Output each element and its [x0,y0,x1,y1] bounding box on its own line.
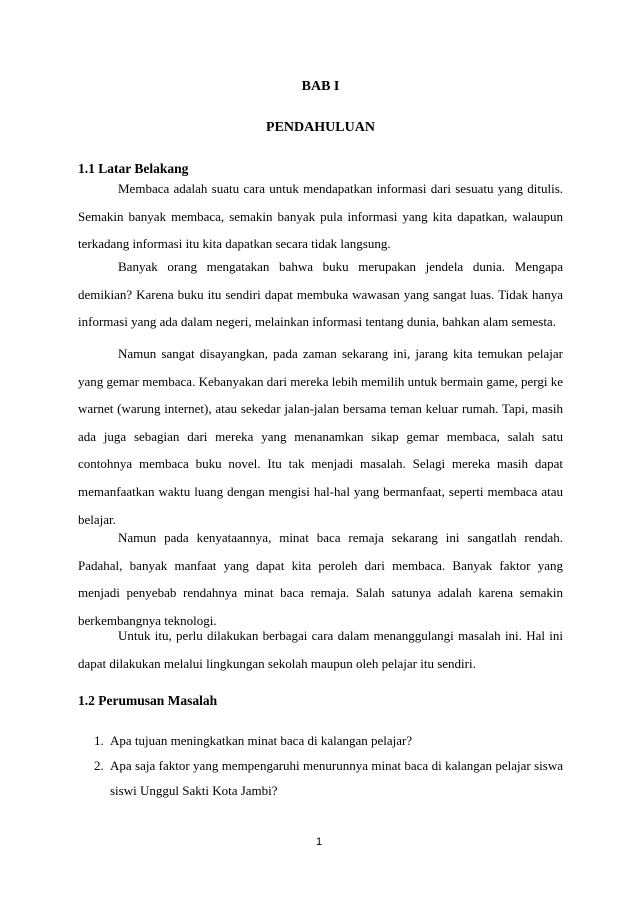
chapter-title: BAB I [301,79,340,94]
paragraph: Membaca adalah suatu cara untuk mendapatkan informasi dari sesuatu yang ditulis. Semakin banyak membaca, semakin banyak pula informasi yang kita dapatkan, walaupun terkadang informasi itu kita dapatkan secara tidak langsung. [78,181,563,252]
list-item-text: Apa saja faktor yang mempengaruhi menurunnya minat baca di kalangan pelajar siswa siswi Unggul Sakti Kota Jambi? [110,758,563,798]
list-number: 2. [94,758,104,773]
paragraph: Untuk itu, perlu dilakukan berbagai cara dalam menanggulangi masalah ini. Hal ini dapat dilakukan melalui lingkungan sekolah maupun oleh pelajar itu sendiri. [78,628,563,671]
list-item [94,753,563,803]
page-number: 1 [315,836,323,848]
paragraph: Namun sangat disayangkan, pada zaman sekarang ini, jarang kita temukan pelajar yang gemar membaca. Kebanyakan dari mereka lebih memilih untuk bermain game, pergi ke warnet (warung internet), atau sekedar jalan-jalan bersama teman keluar rumah. Tapi, masih ada juga sebagian dari mereka yang menanamkan sikap gemar membaca, salah satu contohnya membaca buku novel. Itu tak menjadi masalah. Selagi mereka masih dapat memanfaatkan waktu luang dengan mengisi hal-hal yang bermanfaat, seperti membaca atau belajar. [78,346,563,527]
problem-list [78,728,563,803]
paragraph: Namun pada kenyataannya, minat baca remaja sekarang ini sangatlah rendah. Padahal, banyak manfaat yang dapat kita peroleh dari membaca. Banyak faktor yang menjadi penyebab rendahnya minat baca remaja. Salah satunya adalah karena semakin berkembangnya teknologi. [78,530,563,628]
section-heading-perumusan-masalah: 1.2 Perumusan Masalah [78,693,218,708]
list-number: 1. [94,733,104,748]
list-item [94,728,563,753]
paragraph: Banyak orang mengatakan bahwa buku merupakan jendela dunia. Mengapa demikian? Karena buku itu sendiri dapat membuka wawasan yang sangat luas. Tidak hanya informasi yang ada dalam negeri, melainkan informasi tentang dunia, bahkan alam semesta. [78,259,563,330]
chapter-subtitle: PENDAHULUAN [266,120,375,135]
section-heading-latar-belakang: 1.1 Latar Belakang [78,161,189,176]
list-item-text: Apa tujuan meningkatkan minat baca di kalangan pelajar? [110,733,413,748]
